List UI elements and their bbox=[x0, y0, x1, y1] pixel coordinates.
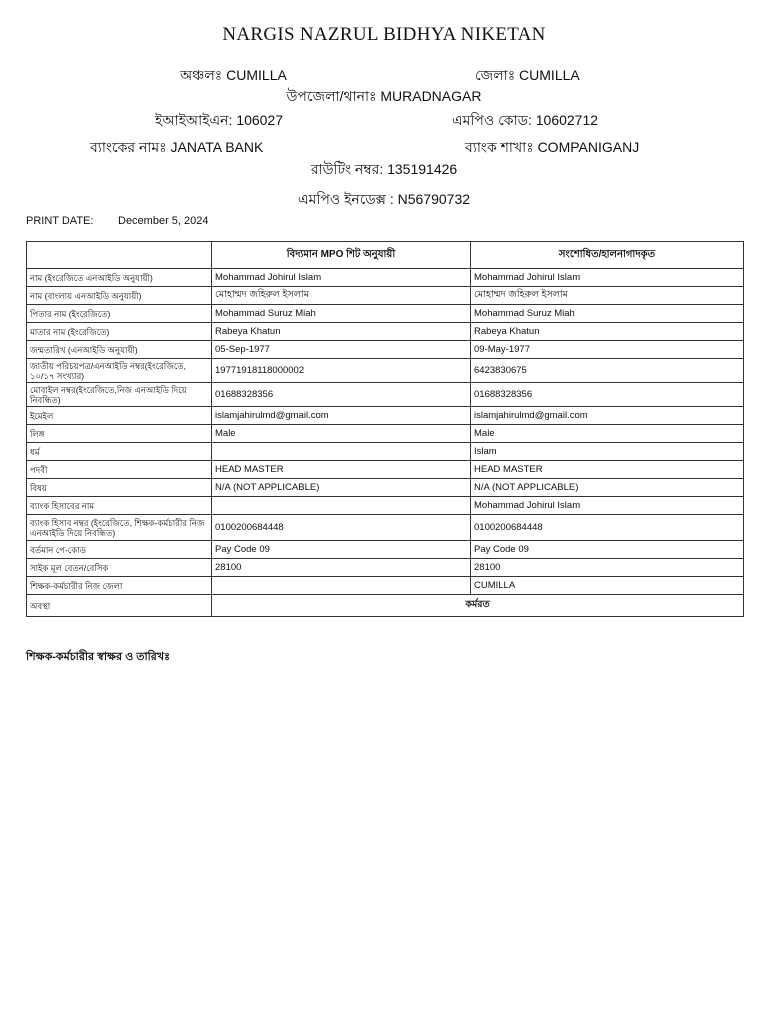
updated-value: Pay Code 09 bbox=[471, 541, 744, 559]
row-label: ধর্ম bbox=[27, 443, 212, 461]
table-row bbox=[27, 541, 744, 559]
row-label: ব্যাংক হিসাব নম্বর (ইংরেজিতে, শিক্ষক-কর্মচারীর নিজ এনআইডি দিয়ে নিবন্ধিত) bbox=[27, 515, 212, 541]
existing-value: 28100 bbox=[212, 559, 471, 577]
updated-value: HEAD MASTER bbox=[471, 461, 744, 479]
existing-value: Mohammad Johirul Islam bbox=[212, 269, 471, 287]
row-label: মাতার নাম (ইংরেজিতে) bbox=[27, 323, 212, 341]
existing-value: Rabeya Khatun bbox=[212, 323, 471, 341]
print-date-value: December 5, 2024 bbox=[118, 215, 209, 227]
table-row bbox=[27, 323, 744, 341]
row-label: জাতীয় পরিচয়পত্র/এনআইডি নম্বর(ইংরেজিতে, ১০/১৭ সংখ্যার) bbox=[27, 359, 212, 383]
table-row bbox=[27, 559, 744, 577]
eiin-label: ইআইআইএন: 106027 bbox=[155, 112, 284, 128]
table-row bbox=[27, 269, 744, 287]
table-row bbox=[27, 497, 744, 515]
existing-value: 05-Sep-1977 bbox=[212, 341, 471, 359]
updated-value: Mohammad Suruz Miah bbox=[471, 305, 744, 323]
row-label: পদবী bbox=[27, 461, 212, 479]
bank-branch-label: ব্যাংক শাখাঃ COMPANIGANJ bbox=[465, 139, 640, 155]
mpo-info-table bbox=[26, 241, 744, 617]
table-row bbox=[27, 443, 744, 461]
updated-value: CUMILLA bbox=[471, 577, 744, 595]
row-label: লিঙ্গ bbox=[27, 425, 212, 443]
existing-value: islamjahirulmd@gmail.com bbox=[212, 407, 471, 425]
existing-value: Mohammad Suruz Miah bbox=[212, 305, 471, 323]
updated-value: Mohammad Johirul Islam bbox=[471, 497, 744, 515]
row-label: মোবাইল নম্বর(ইংরেজিতে,নিজ এনআইডি দিয়ে নিবন্ধিত) bbox=[27, 383, 212, 407]
existing-value: Male bbox=[212, 425, 471, 443]
row-label: বর্তমান পে-কোড bbox=[27, 541, 212, 559]
table-row bbox=[27, 407, 744, 425]
print-date-label: PRINT DATE: bbox=[26, 215, 94, 227]
row-label: জন্মতারিখ (এনআইডি অনুযায়ী) bbox=[27, 341, 212, 359]
mpo-code-label: এমপিও কোড: 10602712 bbox=[452, 112, 599, 128]
table-row bbox=[27, 461, 744, 479]
row-label: ব্যাংক হিসাবের নাম bbox=[27, 497, 212, 515]
updated-value: 28100 bbox=[471, 559, 744, 577]
updated-value: 0100200684448 bbox=[471, 515, 744, 541]
updated-value: Male bbox=[471, 425, 744, 443]
existing-value: N/A (NOT APPLICABLE) bbox=[212, 479, 471, 497]
mpo-index: এমপিও ইনডেক্স : N56790732 bbox=[297, 191, 471, 207]
table-row bbox=[27, 341, 744, 359]
bank-name-label: ব্যাংকের নামঃ JANATA BANK bbox=[90, 139, 264, 155]
row-label: বিষয় bbox=[27, 479, 212, 497]
row-label: নাম (ইংরেজিতে এনআইডি অনুযায়ী) bbox=[27, 269, 212, 287]
updated-value: 09-May-1977 bbox=[471, 341, 744, 359]
table-row bbox=[27, 383, 744, 407]
region-label: অঞ্চলঃ CUMILLA bbox=[180, 67, 287, 83]
updated-value: N/A (NOT APPLICABLE) bbox=[471, 479, 744, 497]
existing-value: Pay Code 09 bbox=[212, 541, 471, 559]
table-row bbox=[27, 287, 744, 305]
blank-header-cell bbox=[27, 242, 212, 269]
existing-value: 01688328356 bbox=[212, 383, 471, 407]
upazila-label: উপজেলা/থানাঃ MURADNAGAR bbox=[286, 88, 482, 104]
updated-value: 6423830675 bbox=[471, 359, 744, 383]
updated-header: সংশোধিত/হালনাগাদকৃত bbox=[471, 242, 744, 269]
row-label: পিতার নাম (ইংরেজিতে) bbox=[27, 305, 212, 323]
signature-label: শিক্ষক-কর্মচারীর স্বাক্ষর ও তারিখঃ bbox=[26, 651, 170, 663]
table-header-row bbox=[27, 242, 744, 269]
table-row bbox=[27, 479, 744, 497]
existing-value: 0100200684448 bbox=[212, 515, 471, 541]
updated-value: Rabeya Khatun bbox=[471, 323, 744, 341]
table-row bbox=[27, 359, 744, 383]
school-name: NARGIS NAZRUL BIDHYA NIKETAN bbox=[222, 24, 546, 45]
row-label: শিক্ষক-কর্মচারীর নিজ জেলা bbox=[27, 577, 212, 595]
status-value: কর্মরত bbox=[212, 595, 744, 617]
district-label: জেলাঃ CUMILLA bbox=[475, 67, 580, 83]
row-label: ইমেইল bbox=[27, 407, 212, 425]
existing-value: 19771918118000002 bbox=[212, 359, 471, 383]
existing-value bbox=[212, 577, 471, 595]
status-row bbox=[27, 595, 744, 617]
updated-value: islamjahirulmd@gmail.com bbox=[471, 407, 744, 425]
updated-value: Islam bbox=[471, 443, 744, 461]
table-row bbox=[27, 425, 744, 443]
table-row bbox=[27, 515, 744, 541]
updated-value: Mohammad Johirul Islam bbox=[471, 269, 744, 287]
table-row bbox=[27, 577, 744, 595]
updated-value: মোহাম্মদ জহিরুল ইসলাম bbox=[471, 287, 744, 305]
existing-value bbox=[212, 497, 471, 515]
existing-value bbox=[212, 443, 471, 461]
existing-value: মোহাম্মদ জহিরুল ইসলাম bbox=[212, 287, 471, 305]
table-row bbox=[27, 305, 744, 323]
status-label: অবস্থা bbox=[27, 595, 212, 617]
existing-mpo-header: বিদ্যমান MPO শিট অনুযায়ী bbox=[212, 242, 471, 269]
updated-value: 01688328356 bbox=[471, 383, 744, 407]
print-date-row bbox=[26, 215, 209, 227]
row-label: সাইক মূল বেতন/বেসিক bbox=[27, 559, 212, 577]
existing-value: HEAD MASTER bbox=[212, 461, 471, 479]
row-label: নাম (বাংলায় এনআইডি অনুযায়ী) bbox=[27, 287, 212, 305]
routing-number: রাউটিং নম্বর: 135191426 bbox=[310, 161, 458, 177]
